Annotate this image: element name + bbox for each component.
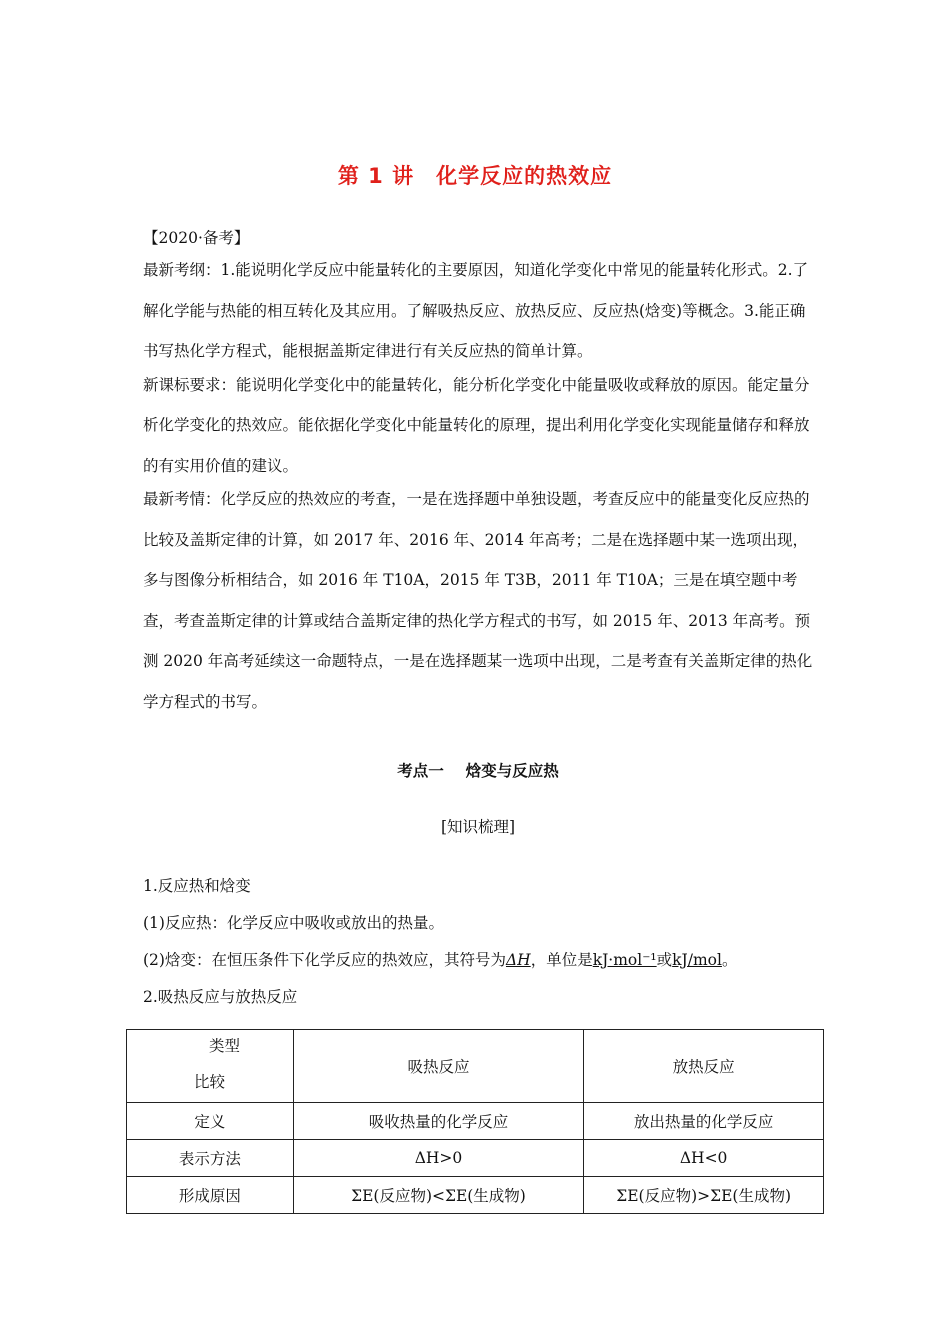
table-row — [127, 1140, 824, 1177]
item-reaction-heat: (1)反应热：化学反应中吸收或放出的热量。 — [143, 914, 444, 932]
section-label: 考点一 — [397, 762, 444, 780]
section-heading — [143, 758, 813, 785]
unit-kj-per-mol-2: kJ/mol — [672, 951, 722, 969]
comparison-table — [126, 1029, 824, 1214]
heading-reaction-heat: 1.反应热和焓变 — [143, 877, 251, 895]
curriculum-paragraph: 新课标要求：能说明化学变化中的能量转化，能分析化学变化中能量吸收或释放的原因。能定量分析化学变化的热效应。能依据化学变化中能量转化的原理，提出利用化学变化实现能量储存和释放的有实用价值的建议。 — [143, 375, 810, 475]
exam-trend-paragraph: 最新考情：化学反应的热效应的考查，一是在选择题中单独设题，考查反应中的能量变化反应热的比较及盖斯定律的计算，如 2017 年、2016 年、2014 年高考；二是在选择题中某一选项出现，多与图像分析相结合，如 2016 年 T10A，2015 年 T3B，2011 年 T10A；三是在填空题中考查，考查盖斯定律的计算或结合盖斯定律的热化学方程式的书写，如 2015 年、2013 年高考。预测 2020 年高考延续这一命题特点，一是在选择题某一选项中出现，二是考查有关盖斯定律的热化学方程式的书写。 — [143, 490, 813, 711]
exo-cell: 放出热量的化学反应 — [584, 1103, 824, 1140]
unit-or: 或 — [656, 951, 673, 969]
prep-tag: 【2020·备考】 — [143, 229, 250, 247]
table-row — [127, 1177, 824, 1214]
row-label: 表示方法 — [127, 1140, 294, 1177]
table-header-corner — [127, 1030, 294, 1103]
endo-cell: 吸收热量的化学反应 — [293, 1103, 584, 1140]
exo-cell: ΣE(反应物)>ΣE(生成物) — [584, 1177, 824, 1214]
header-exothermic: 放热反应 — [584, 1030, 824, 1103]
enthalpy-symbol: ΔH — [505, 951, 531, 969]
row-label: 形成原因 — [127, 1177, 294, 1214]
document-body — [143, 225, 813, 1011]
enthalpy-text: (2)焓变：在恒压条件下化学反应的热效应，其符号为 — [143, 951, 506, 969]
knowledge-heading: [知识梳理] — [440, 818, 516, 836]
lecture-topic: 化学反应的热效应 — [436, 164, 613, 188]
row-label: 定义 — [127, 1103, 294, 1140]
header-endothermic: 吸热反应 — [293, 1030, 584, 1103]
exo-cell: ΔH<0 — [584, 1140, 824, 1177]
item-end: 。 — [721, 951, 738, 969]
endo-cell: ΔH>0 — [293, 1140, 584, 1177]
heading-endo-exo: 2.吸热反应与放热反应 — [143, 988, 298, 1006]
table-row — [127, 1103, 824, 1140]
section-name: 焓变与反应热 — [465, 762, 559, 780]
header-compare-label: 比较 — [194, 1073, 226, 1091]
enthalpy-unit-text: ，单位是 — [530, 951, 593, 969]
page-title — [0, 160, 950, 190]
lecture-number: 第 1 讲 — [337, 164, 415, 188]
endo-cell: ΣE(反应物)<ΣE(生成物) — [293, 1177, 584, 1214]
item-enthalpy-change — [143, 947, 813, 974]
unit-kj-per-mol-1: kJ·mol⁻¹ — [592, 951, 657, 969]
exam-outline-paragraph: 最新考纲：1.能说明化学反应中能量转化的主要原因，知道化学变化中常见的能量转化形式。2.了解化学能与热能的相互转化及其应用。了解吸热反应、放热反应、反应热(焓变)等概念。3.能正确书写热化学方程式，能根据盖斯定律进行有关反应热的简单计算。 — [143, 261, 809, 360]
header-type-label: 类型 — [209, 1037, 241, 1055]
